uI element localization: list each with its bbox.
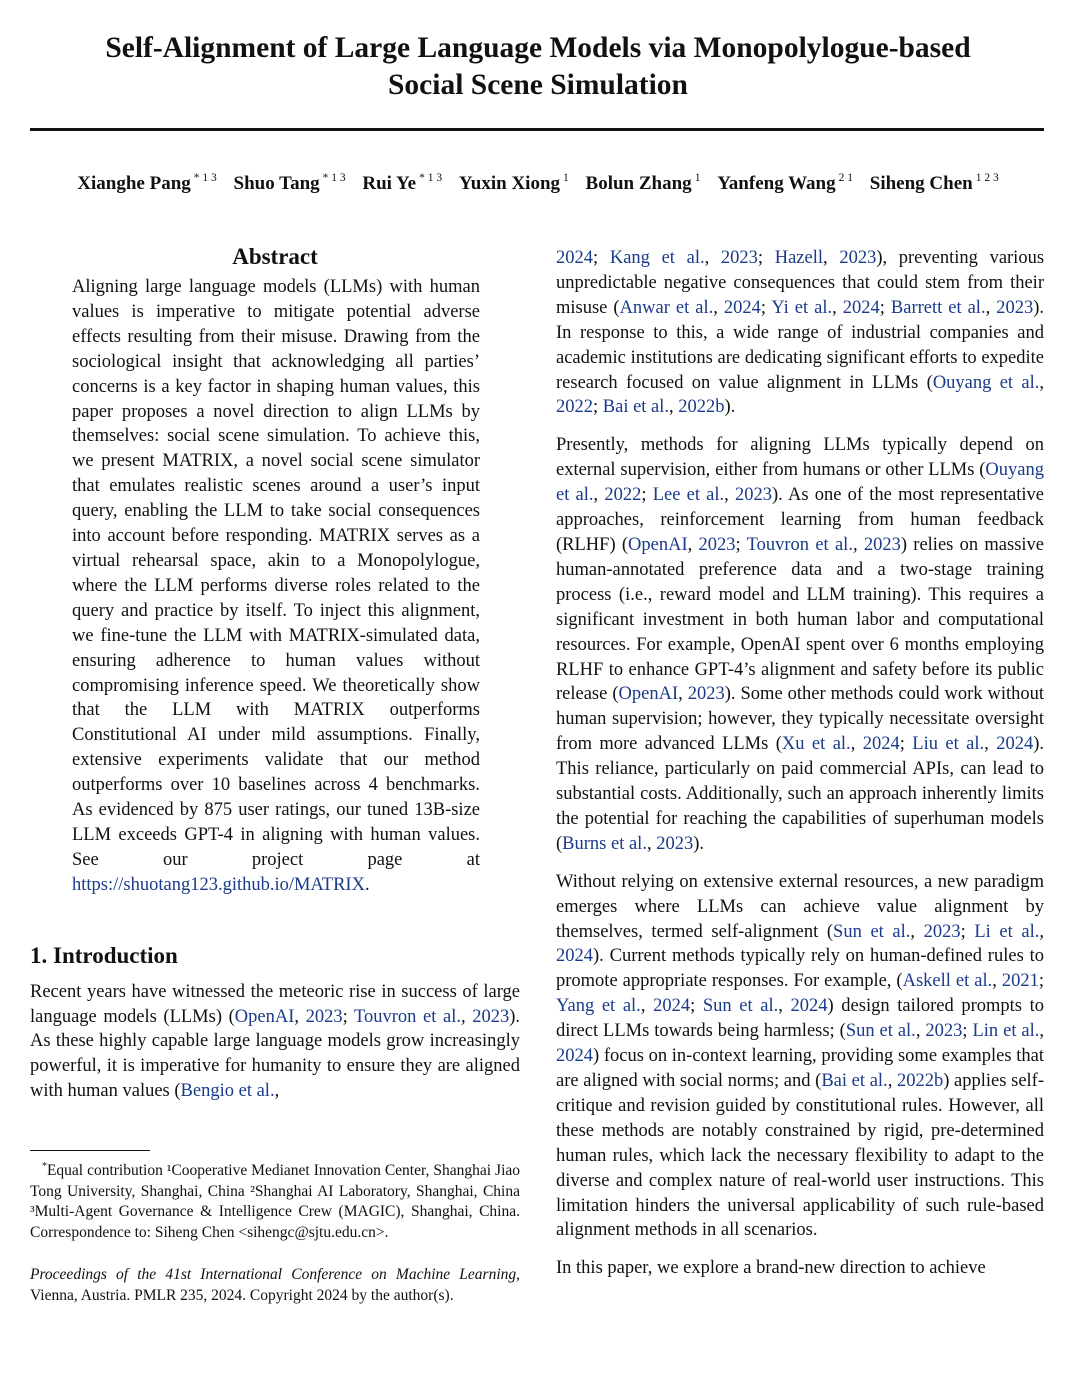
citation-link[interactable]: Bai et al. — [602, 397, 670, 418]
citation-link[interactable]: 2024 — [996, 734, 1034, 755]
citation-link[interactable]: Sun et al. — [833, 921, 911, 942]
citation-link[interactable]: 2023 — [863, 534, 901, 555]
author: Yanfeng Wang $^{2 1}$ — [717, 172, 853, 194]
citation-link[interactable]: 2022b — [896, 1071, 944, 1091]
proceedings-note: Proceedings of the 41st International Conference on Machine Learning, Vienna, Austria. PMLR 235, 2024. Copyright 2024 by the author(s). — [30, 1266, 520, 1304]
right-column — [556, 246, 1044, 1294]
citation-link[interactable]: 2024 — [556, 248, 593, 268]
citation-link[interactable]: Askell et al. — [902, 971, 993, 992]
title-line-1: Self-Alignment of Large Language Models via Monopolylogue-based — [105, 32, 971, 64]
citation-link[interactable]: OpenAI — [234, 1006, 295, 1027]
citation-link[interactable]: Ouyang et al. — [556, 460, 1044, 506]
citation-link[interactable]: Yi et al. — [771, 297, 833, 318]
affiliation-footnote: *Equal contribution ¹Cooperative Medianet Innovation Center, Shanghai Jiao Tong University, Shanghai, China ²Shanghai AI Laboratory, Shanghai, China ³Multi-Agent Governance & Intelligence Crew (MAGIC), Shanghai, China. Correspondence to: Siheng Chen <sihengc@sjtu.edu.cn>. — [30, 1161, 521, 1241]
citation-link[interactable]: Xu et al. — [781, 734, 851, 755]
citation-link[interactable]: 2023 — [923, 921, 961, 942]
author: Bolun Zhang $^1$ — [585, 172, 701, 194]
author-list — [0, 172, 1076, 195]
citation-link[interactable]: Bengio et al. — [180, 1081, 275, 1102]
citation-link[interactable]: Burns et al. — [562, 833, 647, 854]
citation-link[interactable]: 2021 — [1001, 971, 1039, 992]
citation-link[interactable]: 2022b — [678, 397, 725, 418]
left-column — [30, 243, 520, 1117]
citation-link[interactable]: 2022 — [604, 485, 642, 506]
intro-paragraph-3: Without relying on extensive external resources, a new paradigm emerges where LLMs can achieve value alignment by themselves, termed self-alignment (Sun et al., 2023; Li et al., 2024). Current methods typically rely on human-defined rules to promote appropriate responses. For example, (Askell et al., 2021; Yang et al., 2024; Sun et al., 2024) design tailored prompts to direct LLMs towards being harmless; (Sun et al., 2023; Lin et al., 2024) focus on in-context learning, providing some examples that are aligned with social norms; and (Bai et al., 2022b) applies self-critique and revision guided by constitutional rules. However, all these methods are notably constrained by rigid, pre-determined human rules, which lack the necessary flexibility to adapt to the diverse and complex nature of real-world user instructions. This limitation hinders the universal applicability of such rule-based alignment methods in all scenarios. — [556, 871, 1045, 1241]
citation-link[interactable]: Li et al. — [974, 921, 1040, 942]
project-page-link[interactable]: https://shuotang123.github.io/MATRIX — [72, 874, 365, 895]
citation-link[interactable]: Sun et al. — [845, 1021, 916, 1042]
citation-link[interactable]: 2024 — [556, 946, 593, 967]
author: Siheng Chen $^{1 2 3}$ — [869, 172, 999, 194]
author: Yuxin Xiong $^1$ — [458, 172, 569, 194]
citation-link[interactable]: OpenAI — [628, 534, 688, 555]
author: Rui Ye $^{* 1 3}$ — [362, 172, 443, 194]
footnote-block — [30, 1150, 520, 1306]
citation-link[interactable]: 2023 — [720, 248, 758, 268]
citation-link[interactable]: Bai et al. — [821, 1071, 888, 1091]
citation-link[interactable]: 2023 — [305, 1006, 343, 1027]
citation-link[interactable]: 2023 — [472, 1006, 510, 1027]
abstract-text: Aligning large language models (LLMs) with human values is imperative to mitigate potential adverse effects resulting from their misuse. Drawing from the sociological insight that acknowledging all parties’ concerns is a key factor in shaping human values, this paper proposes a novel direction to align LLMs by themselves: social scene simulation. To achieve this, we present MATRIX, a novel social scene simulator that emulates realistic scenes around a user’s input query, enabling the LLM to take social consequences into account before responding. MATRIX serves as a virtual rehearsal space, akin to a Monopolylogue, where the LLM performs diverse roles related to the query and practice by itself. To inject this alignment, we fine-tune the LLM with MATRIX-simulated data, ensuring adherence to human values without compromising inference speed. We theoretically show that the LLM with MATRIX outperforms Constitutional AI under mild assumptions. Finally, extensive experiments validate that our method outperforms over 10 baselines across 4 benchmarks. As evidenced by 875 user ratings, our tuned 13B-size LLM exceeds GPT-4 in aligning with human values. See our project page at https://shuotang123.github.io/MATRIX. — [72, 277, 480, 895]
section-heading-introduction: 1. Introduction — [30, 942, 178, 968]
citation-link[interactable]: Barrett et al. — [890, 297, 986, 318]
citation-link[interactable]: Sun et al. — [702, 996, 779, 1017]
citation-link[interactable]: 2024 — [723, 297, 761, 318]
citation-link[interactable]: Ouyang et al. — [932, 372, 1040, 393]
intro-paragraph-1: Recent years have witnessed the meteoric rise in success of large language models (LLMs) (OpenAI, 2023; Touvron et al., 2023). As these highly capable large language models grow increasingly powerful, it is imperative for humanity to ensure they are aligned with human values (Bengio et al., — [30, 981, 521, 1102]
footnote-rule — [30, 1150, 150, 1151]
citation-link[interactable]: 2024 — [862, 734, 900, 755]
citation-link[interactable]: 2024 — [653, 996, 691, 1017]
citation-link[interactable]: Kang et al. — [609, 248, 705, 268]
citation-link[interactable]: Lin et al. — [972, 1021, 1040, 1042]
citation-link[interactable]: Touvron et al. — [746, 534, 853, 555]
citation-link[interactable]: Yang et al. — [556, 996, 641, 1017]
title-rule — [30, 128, 1044, 131]
citation-link[interactable]: 2022 — [556, 397, 593, 418]
title-line-2: Social Scene Simulation — [388, 69, 688, 101]
citation-link[interactable]: 2023 — [735, 485, 772, 506]
citation-link[interactable]: 2024 — [790, 996, 828, 1017]
citation-link[interactable]: OpenAI — [618, 684, 679, 705]
citation-link[interactable]: Lee et al. — [652, 485, 725, 506]
citation-link[interactable]: 2023 — [687, 684, 725, 705]
author: Xianghe Pang $^{* 1 3}$ — [77, 172, 217, 194]
intro-paragraph-2: Presently, methods for aligning LLMs typically depend on external supervision, either from humans or other LLMs (Ouyang et al., 2022; Lee et al., 2023). As one of the most representative approaches, reinforcement learning from human feedback (RLHF) (OpenAI, 2023; Touvron et al., 2023) relies on massive human-annotated preference data and a two-stage training process (i.e., reward model and LLM training). This requires a significant investment in both human labor and computational resources. For example, OpenAI spent over 6 months employing RLHF to enhance GPT-4’s alignment and safety before its public release (OpenAI, 2023). Some other methods could work without human supervision; however, they typically necessitate oversight from more advanced LLMs (Xu et al., 2024; Liu et al., 2024). This reliance, particularly on paid commercial APIs, can lead to substantial costs. Additionally, such an approach inherently limits the potential for reaching the capabilities of superhuman models (Burns et al., 2023). — [556, 435, 1045, 854]
citation-link[interactable]: 2023 — [996, 297, 1034, 318]
citation-link[interactable]: 2023 — [656, 833, 694, 854]
abstract-heading: Abstract — [232, 244, 318, 269]
citation-link[interactable]: 2023 — [698, 534, 736, 555]
citation-link[interactable]: 2023 — [839, 248, 877, 268]
citation-link[interactable]: Hazell — [774, 248, 823, 268]
citation-link[interactable]: Liu et al. — [912, 734, 985, 755]
citation-link[interactable]: Anwar et al. — [619, 297, 714, 318]
citation-link[interactable]: 2023 — [925, 1021, 963, 1042]
intro-paragraph-4: In this paper, we explore a brand-new direction to achieve — [556, 1258, 986, 1279]
citation-link[interactable]: Touvron et al. — [354, 1006, 461, 1027]
paper-title — [60, 30, 1016, 104]
author: Shuo Tang $^{* 1 3}$ — [233, 172, 346, 194]
citation-link[interactable]: 2024 — [556, 1046, 593, 1067]
citation-link[interactable]: 2024 — [842, 297, 880, 318]
intro-paragraph-1-continued: 2024; Kang et al., 2023; Hazell, 2023), preventing various unpredictable negative consequences that could stem from their misuse (Anwar et al., 2024; Yi et al., 2024; Barrett et al., 2023). In response to this, a wide range of industrial companies and academic institutions are dedicating significant efforts to expedite research focused on value alignment in LLMs (Ouyang et al., 2022; Bai et al., 2022b). — [556, 248, 1045, 418]
